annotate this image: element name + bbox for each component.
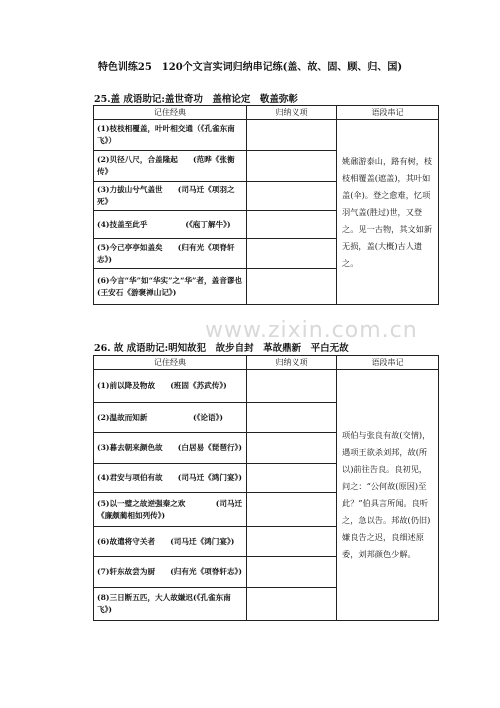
meaning-cell[interactable]: [247, 151, 337, 182]
meaning-cell[interactable]: [247, 239, 337, 269]
meaning-cell[interactable]: [247, 493, 337, 527]
example-row: (5)以一璧之故逆强秦之欢 (司马迁《廉颇蔺相如列传》): [94, 493, 247, 527]
page-title: 特色训练25 120个文言实词归纳串记练(盖、故、固、顾、归、国): [97, 62, 403, 73]
meaning-cell[interactable]: [247, 182, 337, 211]
example-row: (6)故遣将守关者 (司马迁《鸿门宴》): [94, 527, 247, 557]
meaning-cell[interactable]: [247, 120, 337, 151]
col-header-meaning: 归纳义项: [247, 106, 337, 120]
example-row: (2)温故而知新 (《论语》): [94, 403, 247, 433]
example-row: (5)今己亭亭如盖矣 (归有光《项脊轩志》): [94, 239, 247, 269]
table-25: [93, 105, 439, 305]
notes-cell: 项伯与张良有故(交情)，遇项王欲杀刘邦，故(所以)前往告良。良初见，问之：“公何故(原因)至此？”伯具言所闻。良听之，急以告。邦故(仍旧)嫌良告之迟，良细述原委，刘邦颜色少解。: [337, 370, 439, 621]
notes-cell: 姚鼐游泰山，路有树，枝枝相覆盖(遮盖)，其叶如盖(伞)。登之愈难，忆项羽气盖(胜过)世，又登之。见一古物，其文如新无损，盖(大概)古人遗之。: [337, 120, 439, 305]
section-heading-25: 25.盖 成语助记:盖世奇功 盖棺论定 敬盖弥彰: [94, 94, 298, 105]
meaning-cell[interactable]: [247, 464, 337, 493]
example-row: (6)今言“华”如“华实”之“华”者，盖音谬也 (王安石《游褒禅山记》): [94, 269, 247, 305]
col-header-classic: 记住经典: [94, 356, 247, 370]
meaning-cell[interactable]: [247, 269, 337, 305]
col-header-classic: 记住经典: [94, 106, 247, 120]
table-26: [93, 355, 439, 621]
meaning-cell[interactable]: [247, 588, 337, 621]
meaning-cell[interactable]: [247, 370, 337, 403]
example-row: (1)枝枝相覆盖，叶叶相交通（《孔雀东南飞》）: [94, 120, 247, 151]
example-row: (7)轩东故尝为厨 (归有光《项脊轩志》): [94, 557, 247, 588]
col-header-notes: 语段串记: [337, 356, 439, 370]
col-header-meaning: 归纳义项: [247, 356, 337, 370]
meaning-cell[interactable]: [247, 433, 337, 464]
example-row: (2)贝径八尺，合盖隆起 (范晔《张衡传》: [94, 151, 247, 182]
example-row: (4)君安与项伯有故 (司马迁《鸿门宴》): [94, 464, 247, 493]
example-row: (8)三日断五匹，大人故嫌迟(《孔雀东南飞》): [94, 588, 247, 621]
meaning-cell[interactable]: [247, 557, 337, 588]
example-row: (3)暮去朝来颜色故 (白居易《琵琶行》): [94, 433, 247, 464]
section-heading-26: 26. 故 成语助记:明知故犯 故步自封 革故鼎新 平白无故: [94, 343, 349, 354]
col-header-notes: 语段串记: [337, 106, 439, 120]
example-row: (3)力拔山兮气盖世 (司马迁《项羽之死》: [94, 182, 247, 211]
meaning-cell[interactable]: [247, 403, 337, 433]
example-row: (4)技盖至此乎 (《庖丁解牛》): [94, 211, 247, 239]
meaning-cell[interactable]: [247, 211, 337, 239]
meaning-cell[interactable]: [247, 527, 337, 557]
watermark: www.zixin.com.cn: [205, 318, 418, 343]
example-row: (1)前以降及物故 (班固《苏武传》): [94, 370, 247, 403]
